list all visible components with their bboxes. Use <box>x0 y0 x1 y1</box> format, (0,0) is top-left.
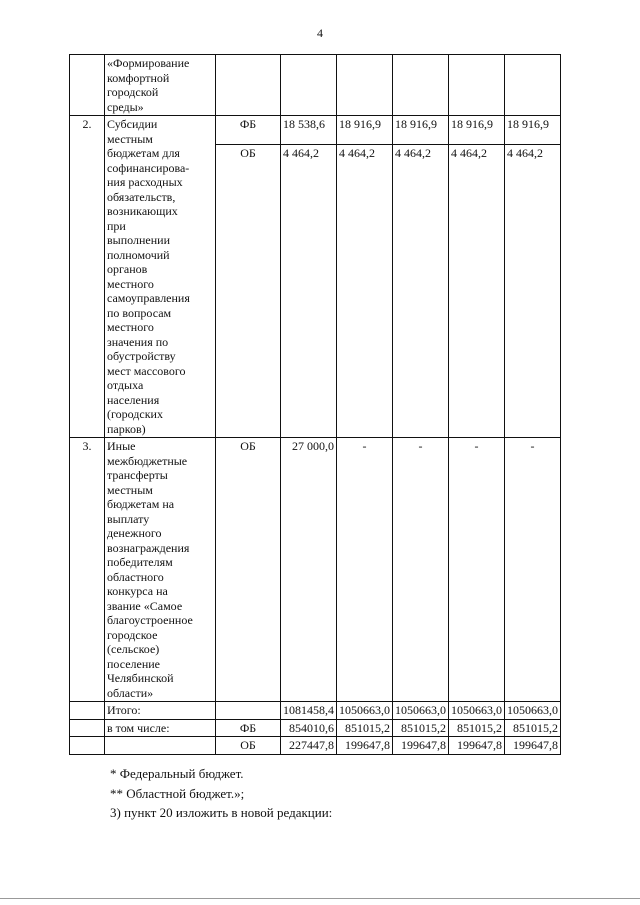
row-source <box>216 55 281 116</box>
value-cell: - <box>337 438 393 702</box>
footnotes <box>110 764 332 823</box>
value-cell: 199647,8 <box>449 737 505 755</box>
total-value: 1050663,0 <box>393 702 449 720</box>
row-source: ФБ <box>216 719 281 737</box>
total-value: 1050663,0 <box>505 702 561 720</box>
value-cell: 18 916,9 <box>393 116 449 145</box>
value-cell: 18 916,9 <box>505 116 561 145</box>
total-value: 1050663,0 <box>337 702 393 720</box>
value-cell: 4 464,2 <box>449 145 505 438</box>
value-cell <box>281 55 337 116</box>
table-row <box>70 55 561 116</box>
value-cell: 851015,2 <box>505 719 561 737</box>
row-source: ОБ <box>216 145 281 438</box>
budget-table <box>69 54 561 755</box>
amendment-item: 3) пункт 20 изложить в новой редакции: <box>110 805 333 820</box>
value-cell: 4 464,2 <box>337 145 393 438</box>
value-cell <box>449 55 505 116</box>
value-cell: 27 000,0 <box>281 438 337 702</box>
table-row <box>70 116 561 145</box>
value-cell: 18 538,6 <box>281 116 337 145</box>
row-source: ОБ <box>216 438 281 702</box>
value-cell: 851015,2 <box>449 719 505 737</box>
value-cell: 18 916,9 <box>449 116 505 145</box>
value-cell <box>393 55 449 116</box>
row-number <box>70 55 105 116</box>
row-name: Иные межбюджетные трансферты местным бюджетам на выплату денежного вознаграждения победителям областного конкурса на звание «Самое благоустроенное городское (сельское) поселение Челябинской области» <box>105 438 216 702</box>
value-cell: 199647,8 <box>505 737 561 755</box>
row-number: 2. <box>70 116 105 438</box>
total-value: 1050663,0 <box>449 702 505 720</box>
value-cell: 199647,8 <box>393 737 449 755</box>
footnote-federal-budget: * Федеральный бюджет. <box>110 766 244 781</box>
value-cell: 854010,6 <box>281 719 337 737</box>
row-name: «Формирование комфортной городской среды» <box>105 55 216 116</box>
including-label: в том числе: <box>105 719 216 737</box>
value-cell: 227447,8 <box>281 737 337 755</box>
including-fb-row <box>70 719 561 737</box>
page-number: 4 <box>317 26 323 40</box>
footnote-regional-budget: ** Областной бюджет.»; <box>110 785 245 801</box>
row-source: ОБ <box>216 737 281 755</box>
table-row <box>70 438 561 702</box>
scan-edge-line <box>0 898 640 899</box>
value-cell: - <box>393 438 449 702</box>
row-name: Субсидии местным бюджетам для софинансирова- ния расходных обязательств, возникающих при выполнении полномочий органов местного самоуправления по вопросам местного значения по обустройству мест массового отдыха населения (городских парков) <box>105 116 216 438</box>
value-cell: - <box>505 438 561 702</box>
total-value: 1081458,4 <box>281 702 337 720</box>
value-cell: 18 916,9 <box>337 116 393 145</box>
value-cell: 4 464,2 <box>281 145 337 438</box>
value-cell: 4 464,2 <box>393 145 449 438</box>
including-ob-row <box>70 737 561 755</box>
total-row <box>70 702 561 720</box>
value-cell: 851015,2 <box>393 719 449 737</box>
value-cell <box>337 55 393 116</box>
row-number: 3. <box>70 438 105 702</box>
value-cell: 199647,8 <box>337 737 393 755</box>
value-cell: 851015,2 <box>337 719 393 737</box>
row-source: ФБ <box>216 116 281 145</box>
total-label: Итого: <box>105 702 216 720</box>
value-cell: - <box>449 438 505 702</box>
value-cell <box>505 55 561 116</box>
value-cell: 4 464,2 <box>505 145 561 438</box>
